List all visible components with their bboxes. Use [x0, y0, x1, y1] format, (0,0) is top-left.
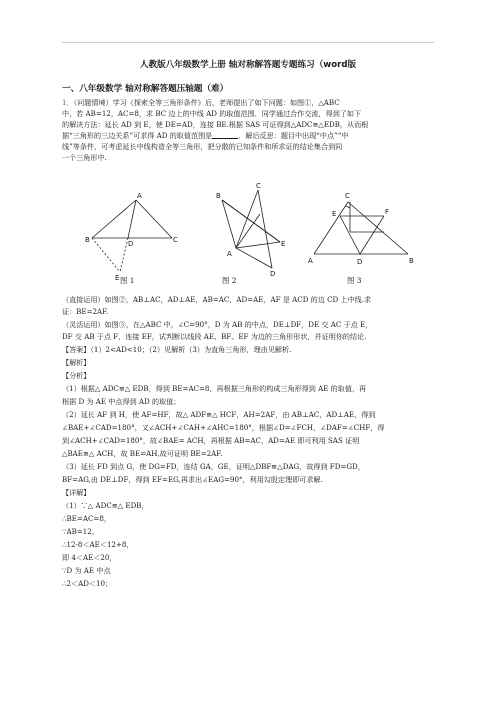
answer-line: 【答案】（1）2<AD<10；（2）见解析（3）为直角三角形，理由见解析. [62, 345, 292, 354]
fig2-label-D: D [270, 270, 276, 278]
fig3-label-A: A [308, 257, 313, 265]
problem-line-4: 据“三角形的三边关系”可求得 AD 的取值范围是 ．解后反思：题目中出现“中点”“中 [62, 131, 349, 140]
fig1-label-E: E [115, 274, 120, 282]
figure-3 [310, 184, 420, 274]
analysis-subheading: 【分析】 [62, 371, 91, 380]
body-line-14: （3）延长 FD 到点 G，使 DG=FD，连结 GA，GE，证明△DBF≌△DAG，故得到 FD=GD， [62, 462, 365, 471]
fig2-label-B: B [216, 192, 221, 200]
document-title: 人教版八年级数学上册 轴对称解答题专题练习（word版 [139, 60, 357, 70]
fig2-label-E: E [281, 240, 286, 248]
body-line-9: 根据 D 为 AE 中点得到 AD 的取值； [62, 397, 181, 406]
detail-line-2: ∴BE=AC=8， [62, 514, 111, 523]
problem-line-5: 线”等条件，可考虑延长中线构造全等三角形，把分散的已知条件和所求证的结论集合到同 [62, 142, 343, 151]
figure-2 [210, 182, 290, 278]
body-line-13: △BAE≌△ ACH，故 BE=AH,故可证明 BE=2AF. [62, 449, 223, 458]
caption-figure-2: 图 2 [222, 276, 237, 285]
fig3-label-F: F [385, 208, 390, 216]
figures-area [62, 184, 434, 288]
problem-line-6: 一个三角形中. [62, 153, 107, 162]
fig1-label-C: C [173, 236, 178, 244]
detail-line-6: ∵D 为 AE 中点 [62, 566, 111, 575]
caption-figure-3: 图 3 [347, 276, 362, 285]
body-line-2: 证：BE=2AF. [62, 307, 109, 316]
body-line-4: DF 交 AB 于点 F，连接 EF，试判断以线段 AE、BF、EF 为边的三角形形状，并证明你的结论. [62, 332, 367, 341]
fig1-label-D: D [128, 240, 134, 248]
fig2-label-C: C [256, 182, 261, 190]
body-line-11: ∠BAE+∠CAD=180°，又∠ACH+∠CAH+∠AHC=180°，根据∠D=∠FCH，∠DAF=∠CHF，得 [62, 423, 385, 432]
problem-line-3: 的解决方法：延长 AD 到 E，使 DE=AD，连接 BE.根据 SAS 可证得到△ADC≌△EDB，从而根 [62, 120, 369, 129]
detail-line-1: （1）∵△ ADC≌△ EDB， [62, 501, 149, 510]
answer-blank [212, 131, 238, 139]
fig3-label-C: C [345, 192, 350, 200]
analysis-heading: 【解析】 [62, 358, 91, 367]
fig3-label-B: B [409, 257, 414, 265]
header-rule [62, 42, 434, 43]
fig2-label-A: A [227, 250, 232, 258]
body-line-3: （灵活运用）如图③，在△ABC 中，∠C=90°，D 为 AB 的中点，DE⊥DF，DE 交 AC 于点 E， [62, 320, 373, 329]
body-line-15: BF=AG,由 DE⊥DF，得到 EF=EG,再求出∠EAG=90°，利用勾股定理即可求解. [62, 475, 323, 484]
caption-figure-1: 图 1 [120, 276, 135, 285]
body-line-10: （2）延长 AF 到 H，使 AF=HF，故△ ADF≌△ HCF，AH=2AF，由 AB⊥AC，AD⊥AE，得到 [62, 410, 376, 419]
fig3-label-D: D [357, 258, 363, 266]
fig3-label-E: E [332, 210, 337, 218]
detail-line-3: ∵AB=12， [62, 527, 99, 536]
detail-line-5: 即 4＜AE＜20， [62, 553, 117, 562]
section-heading: 一、八年级数学 轴对称解答题压轴题（难） [62, 84, 229, 94]
fig1-label-A: A [137, 192, 142, 200]
body-line-1: （直接运用）如图②，AB⊥AC，AD⊥AE，AB=AC，AD=AE，AF 是 ACD 的边 CD 上中线.求 [62, 295, 372, 304]
detail-line-7: ∴2＜AD＜10； [62, 579, 113, 588]
fig1-label-B: B [85, 236, 90, 244]
body-line-12: 到∠ACH+∠CAD=180°，故∠BAE= ACH，再根据 AB=AC，AD=AE 即可利用 SAS 证明 [62, 436, 360, 445]
problem-line-1: 1．（问题情境）学习《探索全等三角形条件》后，老师提出了如下问题：如图①，△ABC [62, 98, 340, 107]
detail-line-4: ∴12-8＜AE＜12+8， [62, 540, 134, 549]
problem-line-2: 中，若 AB=12，AC=8，求 BC 边上的中线 AD 的取值范围．同学通过合作交流，得到了如下 [62, 109, 362, 118]
body-line-8: （1）根据△ ADC≌△ EDB，得到 BE=AC=8，再根据三角形的构成三角形得到 AE 的取值，再 [62, 384, 367, 393]
detail-heading: 【详解】 [62, 488, 91, 497]
problem-number: 1． [62, 98, 74, 107]
